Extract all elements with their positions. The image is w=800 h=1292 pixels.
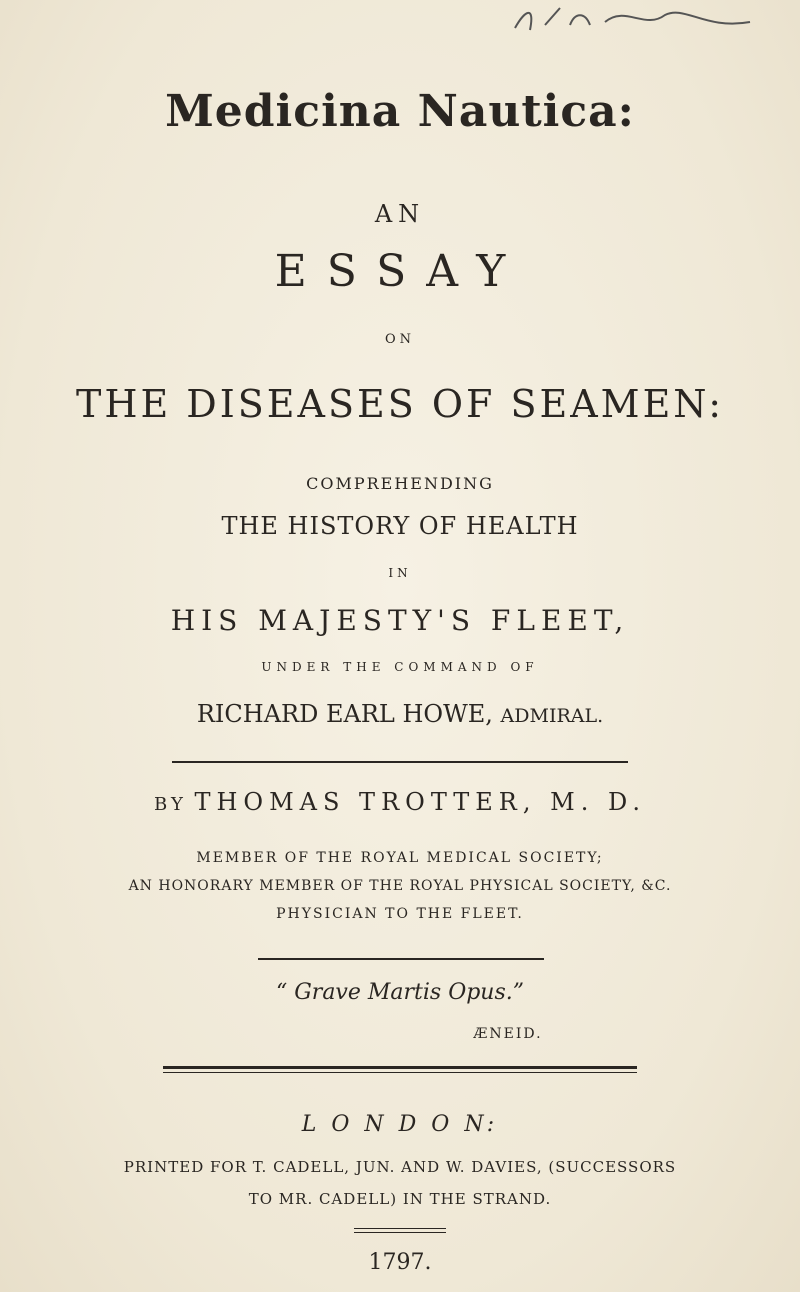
imprint-year: 1797. xyxy=(368,1250,432,1275)
author-credential-3: PHYSICIAN TO THE FLEET. xyxy=(276,906,524,922)
epigraph-source: ÆNEID. xyxy=(473,1026,543,1042)
divider-rule-1 xyxy=(172,761,628,763)
divider-rule-4b xyxy=(354,1232,446,1233)
divider-rule-3b xyxy=(163,1072,637,1073)
admiral-name: RICHARD EARL HOWE, xyxy=(196,700,493,728)
author-credential-1: MEMBER OF THE ROYAL MEDICAL SOCIETY; xyxy=(196,850,604,866)
signature-scribble xyxy=(505,0,765,40)
admiral-rank: ADMIRAL. xyxy=(500,705,604,727)
title-in: IN xyxy=(388,566,412,580)
title-admiral xyxy=(0,700,800,728)
divider-rule-4a xyxy=(354,1228,446,1229)
divider-rule-3 xyxy=(163,1066,637,1069)
author-line xyxy=(0,788,800,816)
title-an: AN xyxy=(374,200,426,228)
title-under-command: UNDER THE COMMAND OF xyxy=(261,660,539,674)
title-on: ON xyxy=(384,332,416,347)
imprint-address: TO MR. CADELL) IN THE STRAND. xyxy=(248,1190,552,1208)
title-comprehending: COMPREHENDING xyxy=(306,474,494,493)
divider-rule-2 xyxy=(258,958,544,960)
author-by: BY xyxy=(154,794,187,815)
imprint-city: L O N D O N: xyxy=(301,1112,499,1137)
handwritten-signature xyxy=(505,0,765,47)
author-name: THOMAS TROTTER, M. D. xyxy=(194,788,646,816)
author-credential-2: AN HONORARY MEMBER OF THE ROYAL PHYSICAL SOCIETY, &C. xyxy=(128,878,672,894)
epigraph-quote: “ Grave Martis Opus.” xyxy=(275,980,525,1005)
latin-title: Medicina Nautica: xyxy=(165,86,635,137)
imprint-printed-for: PRINTED FOR T. CADELL, JUN. AND W. DAVIES, (SUCCESSORS xyxy=(123,1158,677,1176)
title-diseases: THE DISEASES OF SEAMEN: xyxy=(75,382,725,426)
title-history: THE HISTORY OF HEALTH xyxy=(221,512,579,540)
title-essay: ESSAY xyxy=(274,246,526,297)
title-fleet: HIS MAJESTY'S FLEET, xyxy=(170,604,630,637)
